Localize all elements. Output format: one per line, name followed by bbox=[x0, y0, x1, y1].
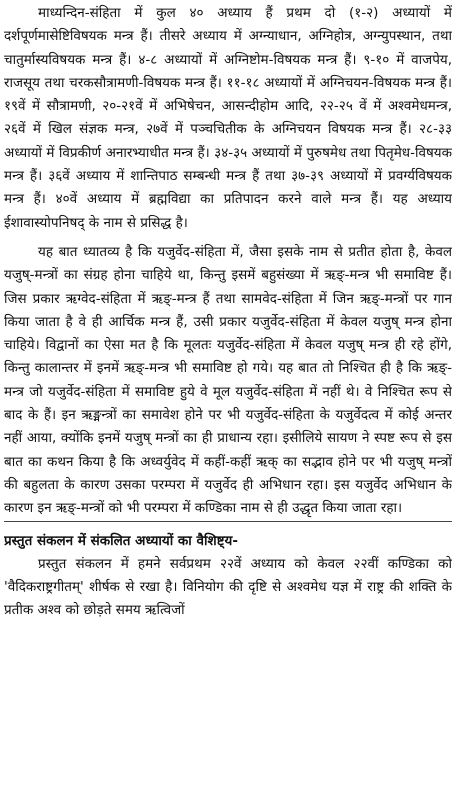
document-page bbox=[4, 2, 452, 797]
paragraph-compilation-intro: प्रस्तुत संकलन में हमने सर्वप्रथम २२वें अध्याय को केवल २२वीं कण्डिका को 'वैदिकराष्ट्रगीतम्' शीर्षक से रखा है। विनियोग की दृष्टि से अश्वमेध यज्ञ में राष्ट्र की शक्ति के प्रतीक अश्व को छोड़ते समय ऋत्विजों bbox=[4, 555, 452, 619]
section-heading: प्रस्तुत संकलन में संकलित अध्यायों का वैशिष्ट्य- bbox=[4, 532, 238, 549]
paragraph-yajus-rik-mantras: यह बात ध्यातव्य है कि यजुर्वेद-संहिता में, जैसा इसके नाम से प्रतीत होता है, केवल यजुष्-मन्त्रों का संग्रह होना चाहिये था, किन्तु इसमें बहुसंख्या में ऋङ्-मन्त्र भी समाविष्ट हैं। जिस प्रकार ऋग्वेद-संहिता में ऋङ्-मन्त्र हैं तथा सामवेद-संहिता में जिन ऋङ्-मन्त्रों पर गान किया जाता है वे ही आर्चिक मन्त्र हैं, उसी प्रकार यजुर्वेद-संहिता में केवल यजुष् मन्त्र होना चाहिये। विद्वानों का ऐसा मत है कि मूलतः यजुर्वेद-संहिता में केवल यजुष् मन्त्र ही रहे होंगे, किन्तु कालान्तर में इनमें ऋङ्-मन्त्र भी समाविष्ट हो गये। यह बात तो निश्चित ही है कि ऋङ्-मन्त्र जो यजुर्वेद-संहिता में समाविष्ट हुये वे मूल यजुर्वेद-संहिता में नहीं थे। वे निश्चित रूप से बाद के हैं। इन ऋङ्मन्त्रों का समावेश होने पर भी यजुर्वेद-संहिता के यजुर्वेदत्व में कोई अन्तर नहीं आया, क्योंकि इनमें यजुष् मन्त्रों का ही प्राधान्य रहा। इसीलिये सायण ने स्पष्ट रूप से इस बात का कथन किया है कि अध्वर्युवेद में कहीं-कहीं ऋक् का सद्भाव होने पर भी यजुष् मन्त्रों की बहुलता के कारण उसका परम्परा में यजुर्वेद ही अभिधान रहा। इस यजुर्वेद अभिधान के कारण इन ऋङ्-मन्त्रों को भी परम्परा में कण्डिका नाम से ही उद्धृत किया जाता रहा। bbox=[4, 243, 452, 517]
section-divider bbox=[4, 521, 452, 522]
paragraph-chapter-summary: माध्यन्दिन-संहिता में कुल ४० अध्याय हैं प्रथम दो (१-२) अध्यायों में दर्शपूर्णमासेष्टिविषयक मन्त्र हैं। तीसरे अध्याय में अग्न्याधान, अग्निहोत्र, अग्न्युपस्थान, तथा चातुर्मास्यविषयक मन्त्र हैं। ४-८ अध्यायों में अग्निष्टोम-विषयक मन्त्र हैं। ९-१० में वाजपेय, राजसूय तथा चरकसौत्रामणी-विषयक मन्त्र हैं। ११-१८ अध्यायों में अग्निचयन-विषयक मन्त्र हैं। १९वें में सौत्रामणी, २०-२१वें में अभिषेचन, आसन्दीहोम आदि, २२-२५ वें में अश्वमेधमन्त्र, २६वें में खिल संज्ञक मन्त्र, २७वें में पञ्चचितीक के अग्निचयन विषयक मन्त्र हैं। २८-३३ अध्यायों में विप्रकीर्ण अनारभ्याधीत मन्त्र हैं। ३४-३५ अध्यायों में पुरुषमेध तथा पितृमेध-विषयक मन्त्र हैं। ३६वें अध्याय में शान्तिपाठ सम्बन्धी मन्त्र हैं तथा ३७-३९ अध्यायों में प्रवर्ग्यविषयक मन्त्र हैं। ४०वें अध्याय में ब्रह्मविद्या का प्रतिपादन करने वाले मन्त्र हैं। यह अध्याय ईशावास्योपनिषद् के नाम से प्रसिद्ध है। bbox=[4, 5, 452, 231]
